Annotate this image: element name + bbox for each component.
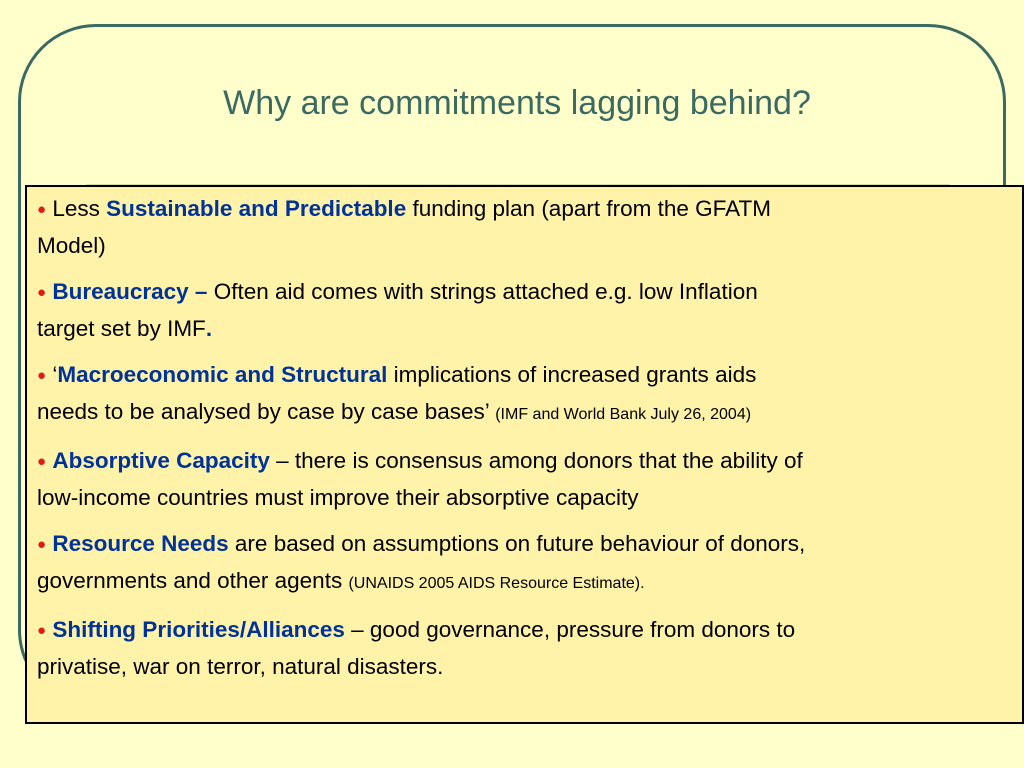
bullet-line <box>37 564 1022 601</box>
bullet-emphasis: Bureaucracy – <box>52 279 208 304</box>
bullet-text: implications of increased grants aids <box>387 362 757 387</box>
bullet-line <box>37 613 1022 650</box>
bullet-item-priorities <box>37 613 1022 684</box>
bullet-dot-icon: ● <box>37 536 47 553</box>
bullet-text: are based on assumptions on future behaviour of donors, <box>228 531 806 556</box>
bullet-text: target set by IMF <box>37 316 206 341</box>
bullet-emphasis: Resource Needs <box>52 531 229 556</box>
bullet-text: – there is consensus among donors that the ability of <box>269 448 803 473</box>
bullet-emphasis: Shifting Priorities/Alliances <box>52 617 345 642</box>
bullet-line <box>37 444 1022 481</box>
bullet-text: needs to be analysed by case by case bases’ <box>37 399 496 424</box>
bullet-text: Often aid comes with strings attached e.g. low Inflation <box>207 279 758 304</box>
bullet-text: Model) <box>37 233 106 258</box>
bullet-text: low-income countries must improve their absorptive capacity <box>37 485 639 510</box>
bullet-text: ‘ <box>52 362 58 387</box>
bullet-item-macroeconomic <box>37 358 1022 432</box>
bullet-line <box>37 229 1022 263</box>
bullet-line <box>37 650 1022 684</box>
bullet-item-funding <box>37 192 1022 263</box>
bullet-line <box>37 312 1022 346</box>
bullet-item-resource-needs <box>37 527 1022 601</box>
bullet-list <box>25 185 1024 724</box>
bullet-line <box>37 395 1022 432</box>
bullet-text: – good governance, pressure from donors to <box>344 617 796 642</box>
bullet-dot-icon: ● <box>37 201 47 218</box>
bullet-citation: (IMF and World Bank July 26, 2004) <box>495 406 752 423</box>
bullet-item-absorptive <box>37 444 1022 515</box>
slide-title: Why are commitments lagging behind? <box>223 84 811 122</box>
bullet-line <box>37 358 1022 395</box>
bullet-emphasis: Sustainable and Predictable <box>106 196 407 221</box>
bullet-emphasis: Macroeconomic and Structural <box>57 362 388 387</box>
bullet-text: funding plan (apart from the GFATM <box>406 196 771 221</box>
bullet-emphasis: Absorptive Capacity <box>52 448 270 473</box>
bullet-line <box>37 481 1022 515</box>
bullet-text: privatise, war on terror, natural disasters. <box>37 654 444 679</box>
bullet-citation: (UNAIDS 2005 AIDS Resource Estimate). <box>348 575 645 592</box>
bullet-item-bureaucracy <box>37 275 1022 346</box>
bullet-text: governments and other agents <box>37 568 349 593</box>
bullet-line <box>37 192 1022 229</box>
bullet-line <box>37 275 1022 312</box>
bullet-dot-icon: ● <box>37 284 47 301</box>
bullet-dot-icon: ● <box>37 622 47 639</box>
bullet-dot-icon: ● <box>37 367 47 384</box>
bullet-text: Less <box>52 196 107 221</box>
bullet-line <box>37 527 1022 564</box>
bullet-dot-icon: ● <box>37 453 47 470</box>
bullet-emphasis: . <box>205 316 213 341</box>
